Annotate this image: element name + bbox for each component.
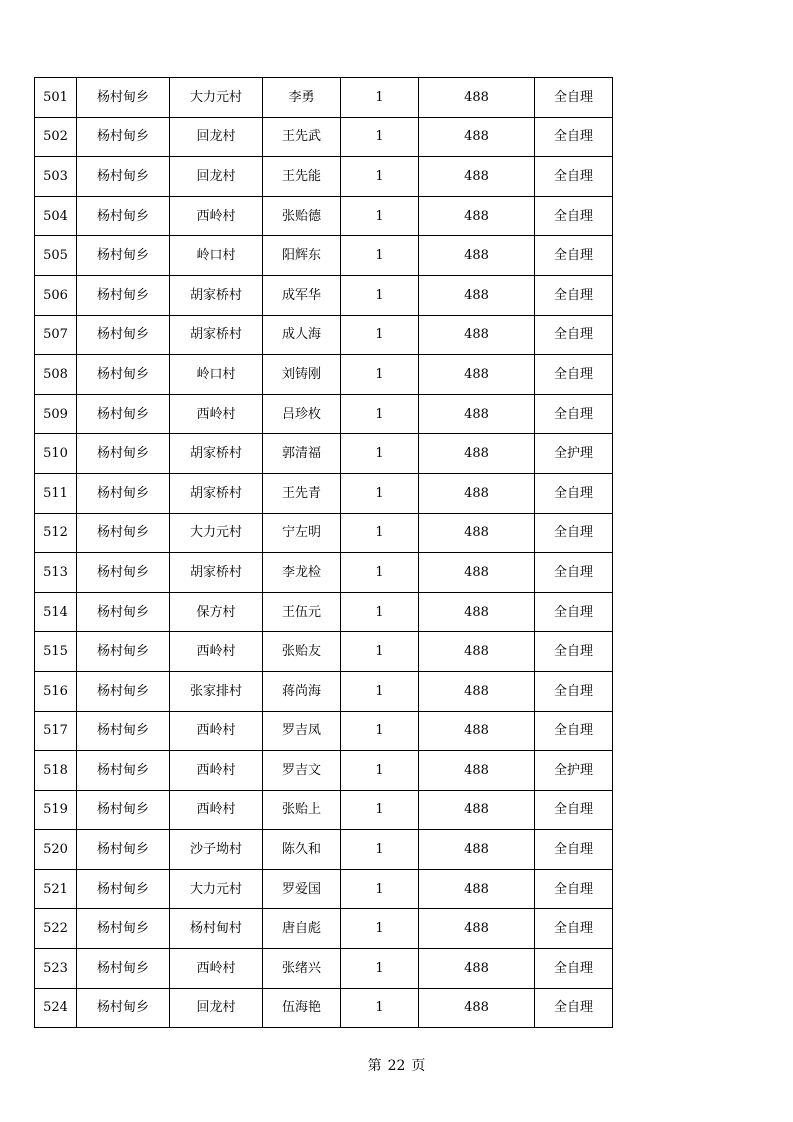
count-cell: 1 [341, 394, 419, 434]
name-cell: 王先能 [263, 157, 341, 197]
care-type-cell: 全护理 [535, 434, 613, 474]
table-row [35, 632, 613, 672]
township-cell: 杨村甸乡 [77, 236, 170, 276]
village-cell: 沙子坳村 [170, 830, 263, 870]
amount-cell: 488 [419, 315, 535, 355]
row-number-cell: 516 [35, 671, 77, 711]
name-cell: 蒋尚海 [263, 671, 341, 711]
amount-cell: 488 [419, 513, 535, 553]
village-cell: 西岭村 [170, 632, 263, 672]
records-table-body [35, 78, 613, 1028]
count-cell: 1 [341, 513, 419, 553]
amount-cell: 488 [419, 355, 535, 395]
care-type-cell: 全自理 [535, 909, 613, 949]
table-row [35, 78, 613, 118]
township-cell: 杨村甸乡 [77, 315, 170, 355]
count-cell: 1 [341, 592, 419, 632]
township-cell: 杨村甸乡 [77, 632, 170, 672]
amount-cell: 488 [419, 988, 535, 1028]
name-cell: 刘铸刚 [263, 355, 341, 395]
amount-cell: 488 [419, 394, 535, 434]
township-cell: 杨村甸乡 [77, 513, 170, 553]
count-cell: 1 [341, 632, 419, 672]
amount-cell: 488 [419, 553, 535, 593]
table-row [35, 949, 613, 989]
row-number-cell: 519 [35, 790, 77, 830]
township-cell: 杨村甸乡 [77, 949, 170, 989]
care-type-cell: 全自理 [535, 671, 613, 711]
village-cell: 大力元村 [170, 869, 263, 909]
table-row [35, 117, 613, 157]
count-cell: 1 [341, 790, 419, 830]
amount-cell: 488 [419, 751, 535, 791]
amount-cell: 488 [419, 830, 535, 870]
care-type-cell: 全自理 [535, 632, 613, 672]
village-cell: 张家排村 [170, 671, 263, 711]
row-number-cell: 520 [35, 830, 77, 870]
table-row [35, 592, 613, 632]
village-cell: 保方村 [170, 592, 263, 632]
care-type-cell: 全自理 [535, 78, 613, 118]
row-number-cell: 501 [35, 78, 77, 118]
count-cell: 1 [341, 711, 419, 751]
row-number-cell: 506 [35, 275, 77, 315]
name-cell: 唐自彪 [263, 909, 341, 949]
count-cell: 1 [341, 78, 419, 118]
village-cell: 西岭村 [170, 711, 263, 751]
township-cell: 杨村甸乡 [77, 117, 170, 157]
township-cell: 杨村甸乡 [77, 790, 170, 830]
township-cell: 杨村甸乡 [77, 394, 170, 434]
name-cell: 张贻上 [263, 790, 341, 830]
row-number-cell: 521 [35, 869, 77, 909]
page-suffix: 页 [411, 1058, 426, 1074]
name-cell: 张绪兴 [263, 949, 341, 989]
amount-cell: 488 [419, 869, 535, 909]
count-cell: 1 [341, 988, 419, 1028]
amount-cell: 488 [419, 671, 535, 711]
table-row [35, 473, 613, 513]
table-row [35, 671, 613, 711]
count-cell: 1 [341, 949, 419, 989]
care-type-cell: 全自理 [535, 988, 613, 1028]
name-cell: 王伍元 [263, 592, 341, 632]
name-cell: 王先武 [263, 117, 341, 157]
table-row [35, 553, 613, 593]
village-cell: 回龙村 [170, 988, 263, 1028]
township-cell: 杨村甸乡 [77, 434, 170, 474]
care-type-cell: 全自理 [535, 790, 613, 830]
row-number-cell: 522 [35, 909, 77, 949]
table-row [35, 236, 613, 276]
amount-cell: 488 [419, 909, 535, 949]
township-cell: 杨村甸乡 [77, 671, 170, 711]
count-cell: 1 [341, 751, 419, 791]
name-cell: 王先青 [263, 473, 341, 513]
row-number-cell: 513 [35, 553, 77, 593]
table-row [35, 830, 613, 870]
table-row [35, 315, 613, 355]
row-number-cell: 508 [35, 355, 77, 395]
village-cell: 回龙村 [170, 157, 263, 197]
name-cell: 成人海 [263, 315, 341, 355]
name-cell: 李勇 [263, 78, 341, 118]
count-cell: 1 [341, 671, 419, 711]
village-cell: 西岭村 [170, 196, 263, 236]
count-cell: 1 [341, 830, 419, 870]
row-number-cell: 502 [35, 117, 77, 157]
village-cell: 西岭村 [170, 751, 263, 791]
amount-cell: 488 [419, 117, 535, 157]
row-number-cell: 512 [35, 513, 77, 553]
count-cell: 1 [341, 157, 419, 197]
care-type-cell: 全自理 [535, 513, 613, 553]
township-cell: 杨村甸乡 [77, 355, 170, 395]
township-cell: 杨村甸乡 [77, 275, 170, 315]
care-type-cell: 全自理 [535, 315, 613, 355]
table-row [35, 513, 613, 553]
township-cell: 杨村甸乡 [77, 988, 170, 1028]
township-cell: 杨村甸乡 [77, 473, 170, 513]
village-cell: 大力元村 [170, 78, 263, 118]
township-cell: 杨村甸乡 [77, 592, 170, 632]
row-number-cell: 510 [35, 434, 77, 474]
count-cell: 1 [341, 553, 419, 593]
name-cell: 罗吉凤 [263, 711, 341, 751]
village-cell: 胡家桥村 [170, 473, 263, 513]
name-cell: 伍海艳 [263, 988, 341, 1028]
care-type-cell: 全自理 [535, 473, 613, 513]
amount-cell: 488 [419, 434, 535, 474]
count-cell: 1 [341, 473, 419, 513]
village-cell: 胡家桥村 [170, 315, 263, 355]
amount-cell: 488 [419, 473, 535, 513]
amount-cell: 488 [419, 592, 535, 632]
amount-cell: 488 [419, 236, 535, 276]
page-prefix: 第 [367, 1058, 382, 1074]
table-row [35, 711, 613, 751]
row-number-cell: 503 [35, 157, 77, 197]
count-cell: 1 [341, 236, 419, 276]
care-type-cell: 全自理 [535, 394, 613, 434]
table-row [35, 988, 613, 1028]
name-cell: 罗爱国 [263, 869, 341, 909]
name-cell: 成军华 [263, 275, 341, 315]
row-number-cell: 515 [35, 632, 77, 672]
amount-cell: 488 [419, 949, 535, 989]
village-cell: 西岭村 [170, 949, 263, 989]
count-cell: 1 [341, 196, 419, 236]
care-type-cell: 全自理 [535, 553, 613, 593]
row-number-cell: 518 [35, 751, 77, 791]
name-cell: 郭清福 [263, 434, 341, 474]
name-cell: 罗吉文 [263, 751, 341, 791]
care-type-cell: 全自理 [535, 196, 613, 236]
care-type-cell: 全自理 [535, 869, 613, 909]
page-footer [0, 1055, 793, 1075]
care-type-cell: 全护理 [535, 751, 613, 791]
care-type-cell: 全自理 [535, 157, 613, 197]
village-cell: 岭口村 [170, 355, 263, 395]
care-type-cell: 全自理 [535, 711, 613, 751]
amount-cell: 488 [419, 157, 535, 197]
village-cell: 回龙村 [170, 117, 263, 157]
care-type-cell: 全自理 [535, 949, 613, 989]
village-cell: 胡家桥村 [170, 553, 263, 593]
table-row [35, 751, 613, 791]
village-cell: 岭口村 [170, 236, 263, 276]
care-type-cell: 全自理 [535, 117, 613, 157]
village-cell: 胡家桥村 [170, 434, 263, 474]
count-cell: 1 [341, 275, 419, 315]
row-number-cell: 511 [35, 473, 77, 513]
count-cell: 1 [341, 869, 419, 909]
row-number-cell: 524 [35, 988, 77, 1028]
page-number: 22 [387, 1058, 406, 1074]
name-cell: 陈久和 [263, 830, 341, 870]
amount-cell: 488 [419, 711, 535, 751]
amount-cell: 488 [419, 790, 535, 830]
amount-cell: 488 [419, 275, 535, 315]
township-cell: 杨村甸乡 [77, 711, 170, 751]
table-row [35, 196, 613, 236]
name-cell: 张贻友 [263, 632, 341, 672]
table-row [35, 275, 613, 315]
row-number-cell: 504 [35, 196, 77, 236]
township-cell: 杨村甸乡 [77, 869, 170, 909]
village-cell: 杨村甸村 [170, 909, 263, 949]
table-row [35, 434, 613, 474]
count-cell: 1 [341, 315, 419, 355]
township-cell: 杨村甸乡 [77, 157, 170, 197]
name-cell: 张贻德 [263, 196, 341, 236]
township-cell: 杨村甸乡 [77, 553, 170, 593]
village-cell: 大力元村 [170, 513, 263, 553]
table-row [35, 790, 613, 830]
village-cell: 胡家桥村 [170, 275, 263, 315]
count-cell: 1 [341, 909, 419, 949]
township-cell: 杨村甸乡 [77, 830, 170, 870]
count-cell: 1 [341, 117, 419, 157]
amount-cell: 488 [419, 196, 535, 236]
care-type-cell: 全自理 [535, 830, 613, 870]
amount-cell: 488 [419, 78, 535, 118]
township-cell: 杨村甸乡 [77, 909, 170, 949]
care-type-cell: 全自理 [535, 592, 613, 632]
care-type-cell: 全自理 [535, 236, 613, 276]
table-row [35, 909, 613, 949]
name-cell: 宁左明 [263, 513, 341, 553]
township-cell: 杨村甸乡 [77, 78, 170, 118]
name-cell: 吕珍枚 [263, 394, 341, 434]
name-cell: 阳辉东 [263, 236, 341, 276]
count-cell: 1 [341, 355, 419, 395]
row-number-cell: 517 [35, 711, 77, 751]
count-cell: 1 [341, 434, 419, 474]
care-type-cell: 全自理 [535, 355, 613, 395]
township-cell: 杨村甸乡 [77, 751, 170, 791]
row-number-cell: 505 [35, 236, 77, 276]
records-table [34, 77, 613, 1028]
row-number-cell: 523 [35, 949, 77, 989]
village-cell: 西岭村 [170, 394, 263, 434]
name-cell: 李龙检 [263, 553, 341, 593]
table-row [35, 394, 613, 434]
row-number-cell: 514 [35, 592, 77, 632]
table-row [35, 157, 613, 197]
care-type-cell: 全自理 [535, 275, 613, 315]
table-row [35, 869, 613, 909]
amount-cell: 488 [419, 632, 535, 672]
village-cell: 西岭村 [170, 790, 263, 830]
row-number-cell: 507 [35, 315, 77, 355]
township-cell: 杨村甸乡 [77, 196, 170, 236]
table-row [35, 355, 613, 395]
row-number-cell: 509 [35, 394, 77, 434]
